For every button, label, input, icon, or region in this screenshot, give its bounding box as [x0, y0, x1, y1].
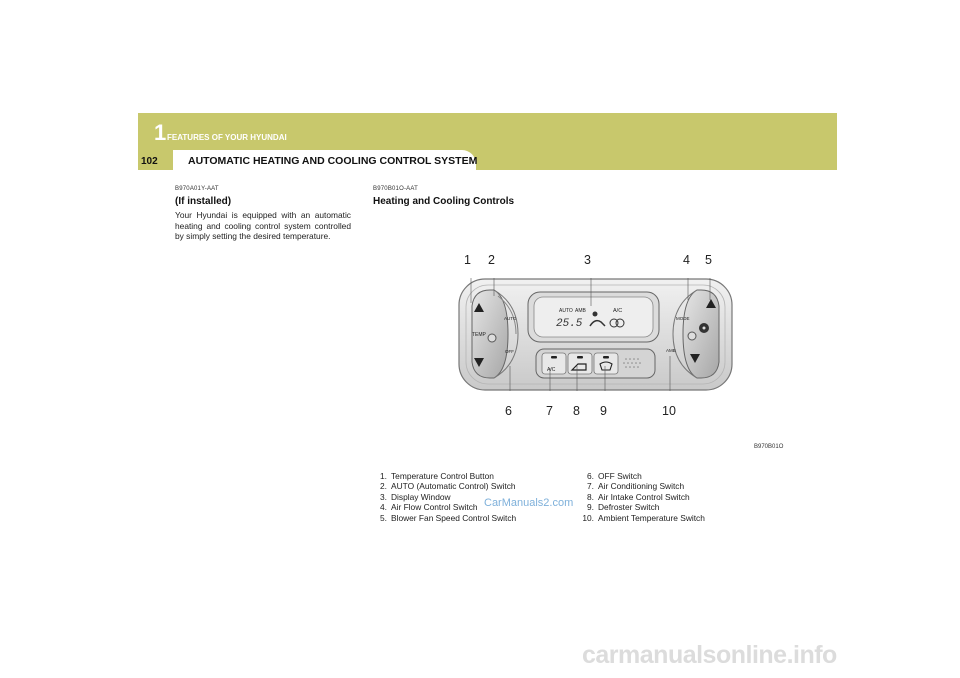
list-item: 10. Ambient Temperature Switch [582, 512, 705, 523]
display-ac: A/C [613, 308, 623, 314]
left-heading: (If installed) [175, 196, 232, 207]
chapter-title: FEATURES OF YOUR HYUNDAI [167, 133, 287, 142]
intro-paragraph: Your Hyundai is equipped with an automatic heating and cooling control system controlled by simply setting the desired temperature. [175, 210, 351, 242]
list-item: 5. Blower Fan Speed Control Switch [380, 512, 517, 523]
list-item: 1. Temperature Control Button [380, 471, 494, 481]
legend-list-right [580, 471, 705, 523]
callout-1: 1 [464, 253, 471, 267]
callout-8: 8 [573, 404, 580, 418]
callout-4: 4 [683, 253, 690, 267]
display-temperature: 25.5 [556, 318, 583, 330]
list-item: 6. OFF Switch [587, 471, 642, 481]
callout-2: 2 [488, 253, 495, 267]
ac-button-label: A/C [547, 367, 556, 373]
list-item: 9. Defroster Switch [587, 502, 660, 513]
right-heading: Heating and Cooling Controls [373, 196, 515, 207]
list-item: 2. AUTO (Automatic Control) Switch [380, 481, 516, 492]
off-label: OFF [505, 349, 514, 354]
fan-icon [699, 323, 709, 333]
page-number: 102 [141, 156, 158, 167]
callout-10: 10 [662, 404, 676, 418]
callout-7: 7 [546, 404, 553, 418]
figure-code: B970B01O [754, 444, 784, 450]
callout-6: 6 [505, 404, 512, 418]
section-title: AUTOMATIC HEATING AND COOLING CONTROL SYSTEM [188, 155, 478, 167]
amb-button-label: AMB [666, 348, 676, 353]
list-item: 4. Air Flow Control Switch [380, 502, 478, 513]
display-auto: AUTO [559, 308, 573, 314]
display-amb: AMB [575, 308, 586, 314]
callout-3: 3 [584, 253, 591, 267]
list-item: 7. Air Conditioning Switch [587, 481, 685, 492]
right-section-code: B970B01O-AAT [373, 186, 418, 192]
auto-label: AUTO [504, 316, 517, 321]
callout-5: 5 [705, 253, 712, 267]
mode-label: MODE [676, 316, 690, 321]
callout-9: 9 [600, 404, 607, 418]
temp-label: TEMP [472, 332, 486, 338]
chapter-number: 1 [154, 120, 167, 145]
left-section-code: B970A01Y-AAT [175, 186, 219, 192]
footer-watermark: carmanualsonline.info [582, 641, 837, 669]
climate-control-panel [458, 278, 733, 391]
list-item: 8. Air Intake Control Switch [587, 491, 690, 502]
list-item: 3. Display Window [380, 491, 451, 502]
watermark-link: CarManuals2.com [484, 497, 574, 509]
